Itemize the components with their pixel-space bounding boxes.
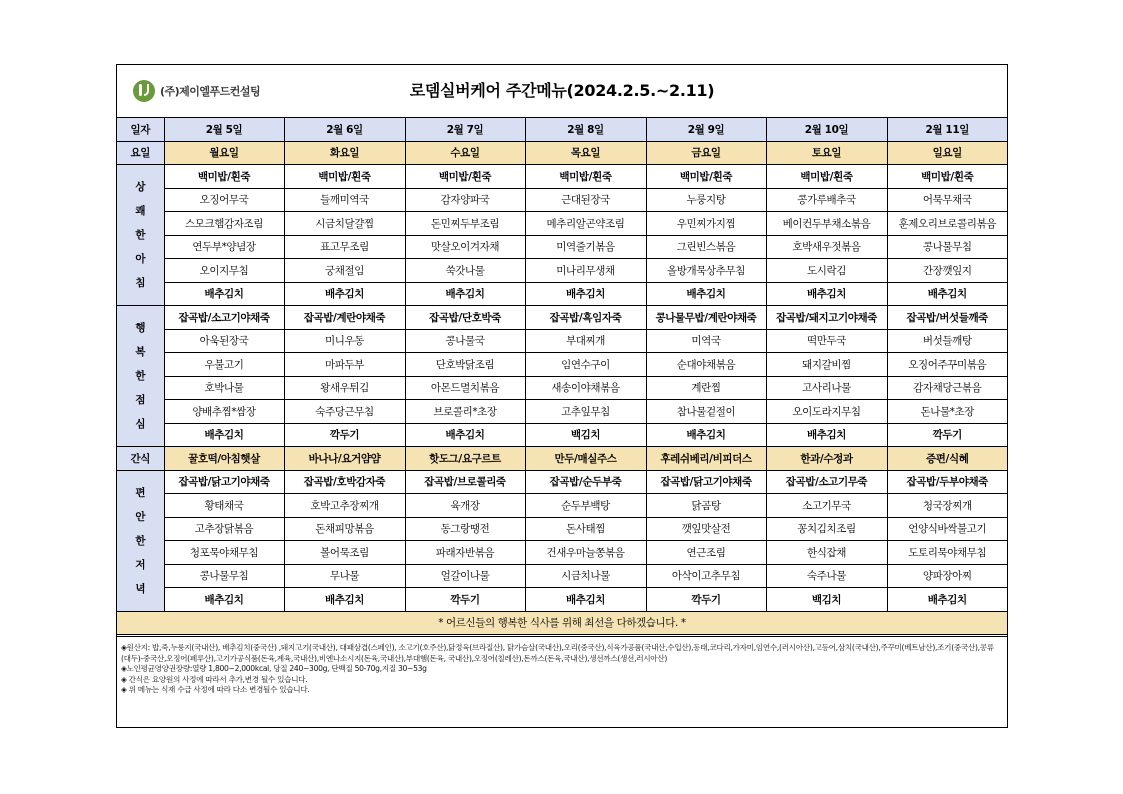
breakfast-row (117, 212, 1007, 236)
menu-item: 새송이야채볶음 (525, 376, 646, 400)
lunch-row (117, 376, 1007, 400)
dinner-row (117, 517, 1007, 541)
menu-item: 백김치 (766, 588, 887, 612)
menu-item: 백미밥/흰죽 (646, 165, 766, 189)
menu-item: 배추김치 (284, 588, 405, 612)
day-cell: 일요일 (887, 141, 1007, 165)
menu-item: 브로콜리*초장 (405, 400, 525, 424)
menu-item: 닭곰탕 (646, 494, 766, 518)
notes (117, 636, 1007, 696)
menu-item: 배추김치 (405, 282, 525, 306)
menu-item: 콩나물무밥/계란야채죽 (646, 306, 766, 330)
lunch-row (117, 423, 1007, 447)
menu-item: 잡곡밥/돼지고기야채죽 (766, 306, 887, 330)
day-cell: 토요일 (766, 141, 887, 165)
menu-item: 돈민찌두부조림 (405, 212, 525, 236)
breakfast-row (117, 282, 1007, 306)
menu-item: 잡곡밥/두부야채죽 (887, 470, 1007, 494)
menu-item: 육개장 (405, 494, 525, 518)
menu-item: 잡곡밥/소고기무죽 (766, 470, 887, 494)
menu-item: 마파두부 (284, 353, 405, 377)
dinner-row (117, 564, 1007, 588)
menu-item: 계란찜 (646, 376, 766, 400)
date-cell: 2월 11일 (887, 118, 1007, 141)
dinner-row (117, 494, 1007, 518)
menu-item: 잡곡밥/계란야채죽 (284, 306, 405, 330)
menu-item: 호박고추장찌개 (284, 494, 405, 518)
breakfast-row (117, 235, 1007, 259)
menu-item: 버섯들깨탕 (887, 329, 1007, 353)
date-cell: 2월 7일 (405, 118, 525, 141)
day-label: 요일 (117, 141, 164, 165)
date-cell: 2월 10일 (766, 118, 887, 141)
snack-row (117, 447, 1007, 471)
menu-item: 동그랑땡전 (405, 517, 525, 541)
menu-item: 콩나물무침 (887, 235, 1007, 259)
menu-item: 건새우마늘쫑볶음 (525, 541, 646, 565)
menu-item: 감자채당근볶음 (887, 376, 1007, 400)
date-cell: 2월 5일 (164, 118, 284, 141)
menu-item: 아욱된장국 (164, 329, 284, 353)
day-cell: 화요일 (284, 141, 405, 165)
menu-item: 깍두기 (887, 423, 1007, 447)
snack-cell: 바나나/요거얌얌 (284, 447, 405, 471)
menu-item: 배추김치 (766, 282, 887, 306)
menu-item: 잡곡밥/단호박죽 (405, 306, 525, 330)
company-name: (주)제이엘푸드컨설팅 (160, 85, 261, 98)
menu-item: 콩가루배추국 (766, 188, 887, 212)
menu-item: 돼지갈비찜 (766, 353, 887, 377)
menu-item: 떡만두국 (766, 329, 887, 353)
menu-item: 연근조림 (646, 541, 766, 565)
menu-item: 배추김치 (887, 588, 1007, 612)
day-cell: 수요일 (405, 141, 525, 165)
day-cell: 월요일 (164, 141, 284, 165)
menu-item: 돈사태찜 (525, 517, 646, 541)
menu-item: 오이지무침 (164, 259, 284, 283)
dinner-label (117, 470, 164, 611)
dinner-row (117, 470, 1007, 494)
breakfast-label-text: 상쾌한아침 (135, 181, 146, 289)
date-cell: 2월 8일 (525, 118, 646, 141)
menu-item: 백미밥/흰죽 (887, 165, 1007, 189)
menu-item: 미니우동 (284, 329, 405, 353)
menu-item: 고추장닭볶음 (164, 517, 284, 541)
page-title: 로뎀실버케어 주간메뉴(2024.2.5.~2.11) (409, 81, 715, 100)
menu-item: 메추리알곤약조림 (525, 212, 646, 236)
menu-item: 배추김치 (646, 423, 766, 447)
date-label: 일자 (117, 118, 164, 141)
menu-item: 배추김치 (887, 282, 1007, 306)
menu-item: 궁채절임 (284, 259, 405, 283)
menu-item: 한식잡채 (766, 541, 887, 565)
menu-item: 부대찌개 (525, 329, 646, 353)
snack-cell: 핫도그/요구르트 (405, 447, 525, 471)
menu-item: 시금치나물 (525, 564, 646, 588)
menu-item: 숙주당근무침 (284, 400, 405, 424)
menu-item: 간장깻잎지 (887, 259, 1007, 283)
logo-icon (133, 80, 155, 102)
snack-cell: 후레쉬베리/비피더스 (646, 447, 766, 471)
lunch-row (117, 329, 1007, 353)
menu-item: 청포묵야채무침 (164, 541, 284, 565)
menu-item: 근대된장국 (525, 188, 646, 212)
menu-item: 황태채국 (164, 494, 284, 518)
menu-item: 파래자반볶음 (405, 541, 525, 565)
menu-item: 배추김치 (164, 282, 284, 306)
menu-item: 배추김치 (646, 282, 766, 306)
lunch-label (117, 306, 164, 447)
menu-item: 백미밥/흰죽 (284, 165, 405, 189)
snack-cell: 만두/매실주스 (525, 447, 646, 471)
menu-sheet (116, 64, 1008, 728)
menu-item: 백미밥/흰죽 (405, 165, 525, 189)
menu-item: 잡곡밥/순두부죽 (525, 470, 646, 494)
menu-item: 언양식바싹불고기 (887, 517, 1007, 541)
weekly-menu-table (117, 118, 1007, 635)
menu-item: 누룽지탕 (646, 188, 766, 212)
menu-item: 도토리묵야채무침 (887, 541, 1007, 565)
menu-item: 오징어주꾸미볶음 (887, 353, 1007, 377)
menu-item: 깍두기 (405, 588, 525, 612)
day-cell: 목요일 (525, 141, 646, 165)
menu-item: 양배추찜*쌈장 (164, 400, 284, 424)
menu-item: 꽁치김치조림 (766, 517, 887, 541)
date-cell: 2월 6일 (284, 118, 405, 141)
menu-item: 그린빈스볶음 (646, 235, 766, 259)
menu-item: 무나물 (284, 564, 405, 588)
snack-cell: 증편/식혜 (887, 447, 1007, 471)
menu-item: 고사리나물 (766, 376, 887, 400)
menu-item: 올방개묵상추무침 (646, 259, 766, 283)
menu-item: 훈제오리브로콜리볶음 (887, 212, 1007, 236)
dinner-label-text: 편안한저녁 (135, 486, 146, 595)
breakfast-row (117, 188, 1007, 212)
menu-item: 순대야채볶음 (646, 353, 766, 377)
menu-item: 잡곡밥/닭고기야채죽 (646, 470, 766, 494)
day-cell: 금요일 (646, 141, 766, 165)
menu-item: 잡곡밥/흑임자죽 (525, 306, 646, 330)
date-cell: 2월 9일 (646, 118, 766, 141)
menu-item: 콩나물국 (405, 329, 525, 353)
footer-message: * 어르신들의 행복한 식사를 위해 최선을 다하겠습니다. * (117, 611, 1007, 635)
menu-item: 청국장찌개 (887, 494, 1007, 518)
menu-item: 깍두기 (646, 588, 766, 612)
menu-item: 백미밥/흰죽 (525, 165, 646, 189)
menu-item: 깍두기 (284, 423, 405, 447)
menu-item: 아몬드멸치볶음 (405, 376, 525, 400)
lunch-row (117, 353, 1007, 377)
lunch-row (117, 306, 1007, 330)
menu-item: 오이도라지무침 (766, 400, 887, 424)
menu-item: 백김치 (525, 423, 646, 447)
header (117, 65, 1007, 118)
menu-item: 맛살오이겨자채 (405, 235, 525, 259)
menu-item: 스모크햄감자조림 (164, 212, 284, 236)
note-snack: ◈ 간식은 요양원의 사정에 따라서 추가,변경 될수 있습니다. (121, 674, 308, 684)
breakfast-row (117, 165, 1007, 189)
breakfast-row (117, 259, 1007, 283)
menu-item: 연두부*양념장 (164, 235, 284, 259)
lunch-label-text: 행복한점심 (135, 322, 146, 430)
menu-item: 순두부백탕 (525, 494, 646, 518)
menu-item: 왕새우튀김 (284, 376, 405, 400)
menu-item: 참나물겉절이 (646, 400, 766, 424)
dinner-row (117, 541, 1007, 565)
menu-item: 미나리무생채 (525, 259, 646, 283)
menu-item: 양파장아찌 (887, 564, 1007, 588)
menu-item: 표고무조림 (284, 235, 405, 259)
menu-item: 깻잎맛살전 (646, 517, 766, 541)
menu-item: 오징어무국 (164, 188, 284, 212)
menu-item: 감자양파국 (405, 188, 525, 212)
menu-item: 아삭이고추무침 (646, 564, 766, 588)
lunch-row (117, 400, 1007, 424)
menu-item: 도시락김 (766, 259, 887, 283)
menu-item: 쑥갓나물 (405, 259, 525, 283)
menu-item: 돈나물*초장 (887, 400, 1007, 424)
menu-item: 콩나물무침 (164, 564, 284, 588)
snack-cell: 꿀호떡/아침햇살 (164, 447, 284, 471)
menu-item: 잡곡밥/호박감자죽 (284, 470, 405, 494)
menu-item: 호박새우젓볶음 (766, 235, 887, 259)
menu-item: 임연수구이 (525, 353, 646, 377)
menu-item: 들깨미역국 (284, 188, 405, 212)
note-nutrition: ◈노인평균영양권장량:열량 1,800~2,000kcal, 당질 240~300g, 단백질 50-70g,지질 30~53g (121, 664, 427, 674)
menu-item: 백미밥/흰죽 (164, 165, 284, 189)
menu-item: 배추김치 (525, 588, 646, 612)
menu-item: 우불고기 (164, 353, 284, 377)
menu-item: 잡곡밥/브로콜리죽 (405, 470, 525, 494)
menu-item: 배추김치 (525, 282, 646, 306)
menu-item: 단호박닭조림 (405, 353, 525, 377)
menu-item: 베이컨두부채소볶음 (766, 212, 887, 236)
company-logo (133, 78, 260, 104)
menu-item: 배추김치 (766, 423, 887, 447)
note-change: ◈ 위 메뉴는 식재 수급 사정에 따라 다소 변경될수 있습니다. (121, 685, 310, 695)
menu-item: 얼갈이나물 (405, 564, 525, 588)
menu-item: 어묵무채국 (887, 188, 1007, 212)
menu-item: 숙주나물 (766, 564, 887, 588)
menu-item: 시금치달걀찜 (284, 212, 405, 236)
menu-item: 배추김치 (164, 423, 284, 447)
dinner-row (117, 588, 1007, 612)
snack-cell: 한과/수정과 (766, 447, 887, 471)
note-origin: ◈원산지: 밥,죽,누룽지(국내산), 배추김치(중국산) ,돼지고기(국내산), 대패삼겹(스페인), 소고기(호주산),닭정육(브라질산), 닭가슴살(국내산),오리(중국산),식육가공품(국내산,수입산),동태,코다리,가자미,임연수,(러시아산),고등어,삼치(국내산),주꾸미(베트남산),조기(중국산),콩류(대두)-중국산,오징어(페루산),고기가공식품(돈육,계육,국내산),비엔나소시지(돈육,국내산),부대햄(돈육, 국내산),오징어(칠레산),돈까스(돈육,국내산),생선까스(생선,러시아산) (121, 643, 994, 663)
menu-item: 잡곡밥/닭고기야채죽 (164, 470, 284, 494)
menu-item: 미역줄기볶음 (525, 235, 646, 259)
menu-item: 돈채피망볶음 (284, 517, 405, 541)
menu-item: 배추김치 (284, 282, 405, 306)
day-row (117, 141, 1007, 165)
menu-item: 미역국 (646, 329, 766, 353)
menu-item: 고추잎무침 (525, 400, 646, 424)
footer-row (117, 611, 1007, 635)
menu-item: 호박나물 (164, 376, 284, 400)
date-row (117, 118, 1007, 141)
menu-item: 우민찌가지찜 (646, 212, 766, 236)
menu-item: 배추김치 (164, 588, 284, 612)
menu-item: 백미밥/흰죽 (766, 165, 887, 189)
menu-item: 볼어묵조림 (284, 541, 405, 565)
menu-item: 배추김치 (405, 423, 525, 447)
menu-item: 소고기무국 (766, 494, 887, 518)
menu-item: 잡곡밥/소고기야채죽 (164, 306, 284, 330)
snack-label: 간식 (117, 447, 164, 471)
breakfast-label (117, 165, 164, 306)
menu-item: 잡곡밥/버섯들깨죽 (887, 306, 1007, 330)
